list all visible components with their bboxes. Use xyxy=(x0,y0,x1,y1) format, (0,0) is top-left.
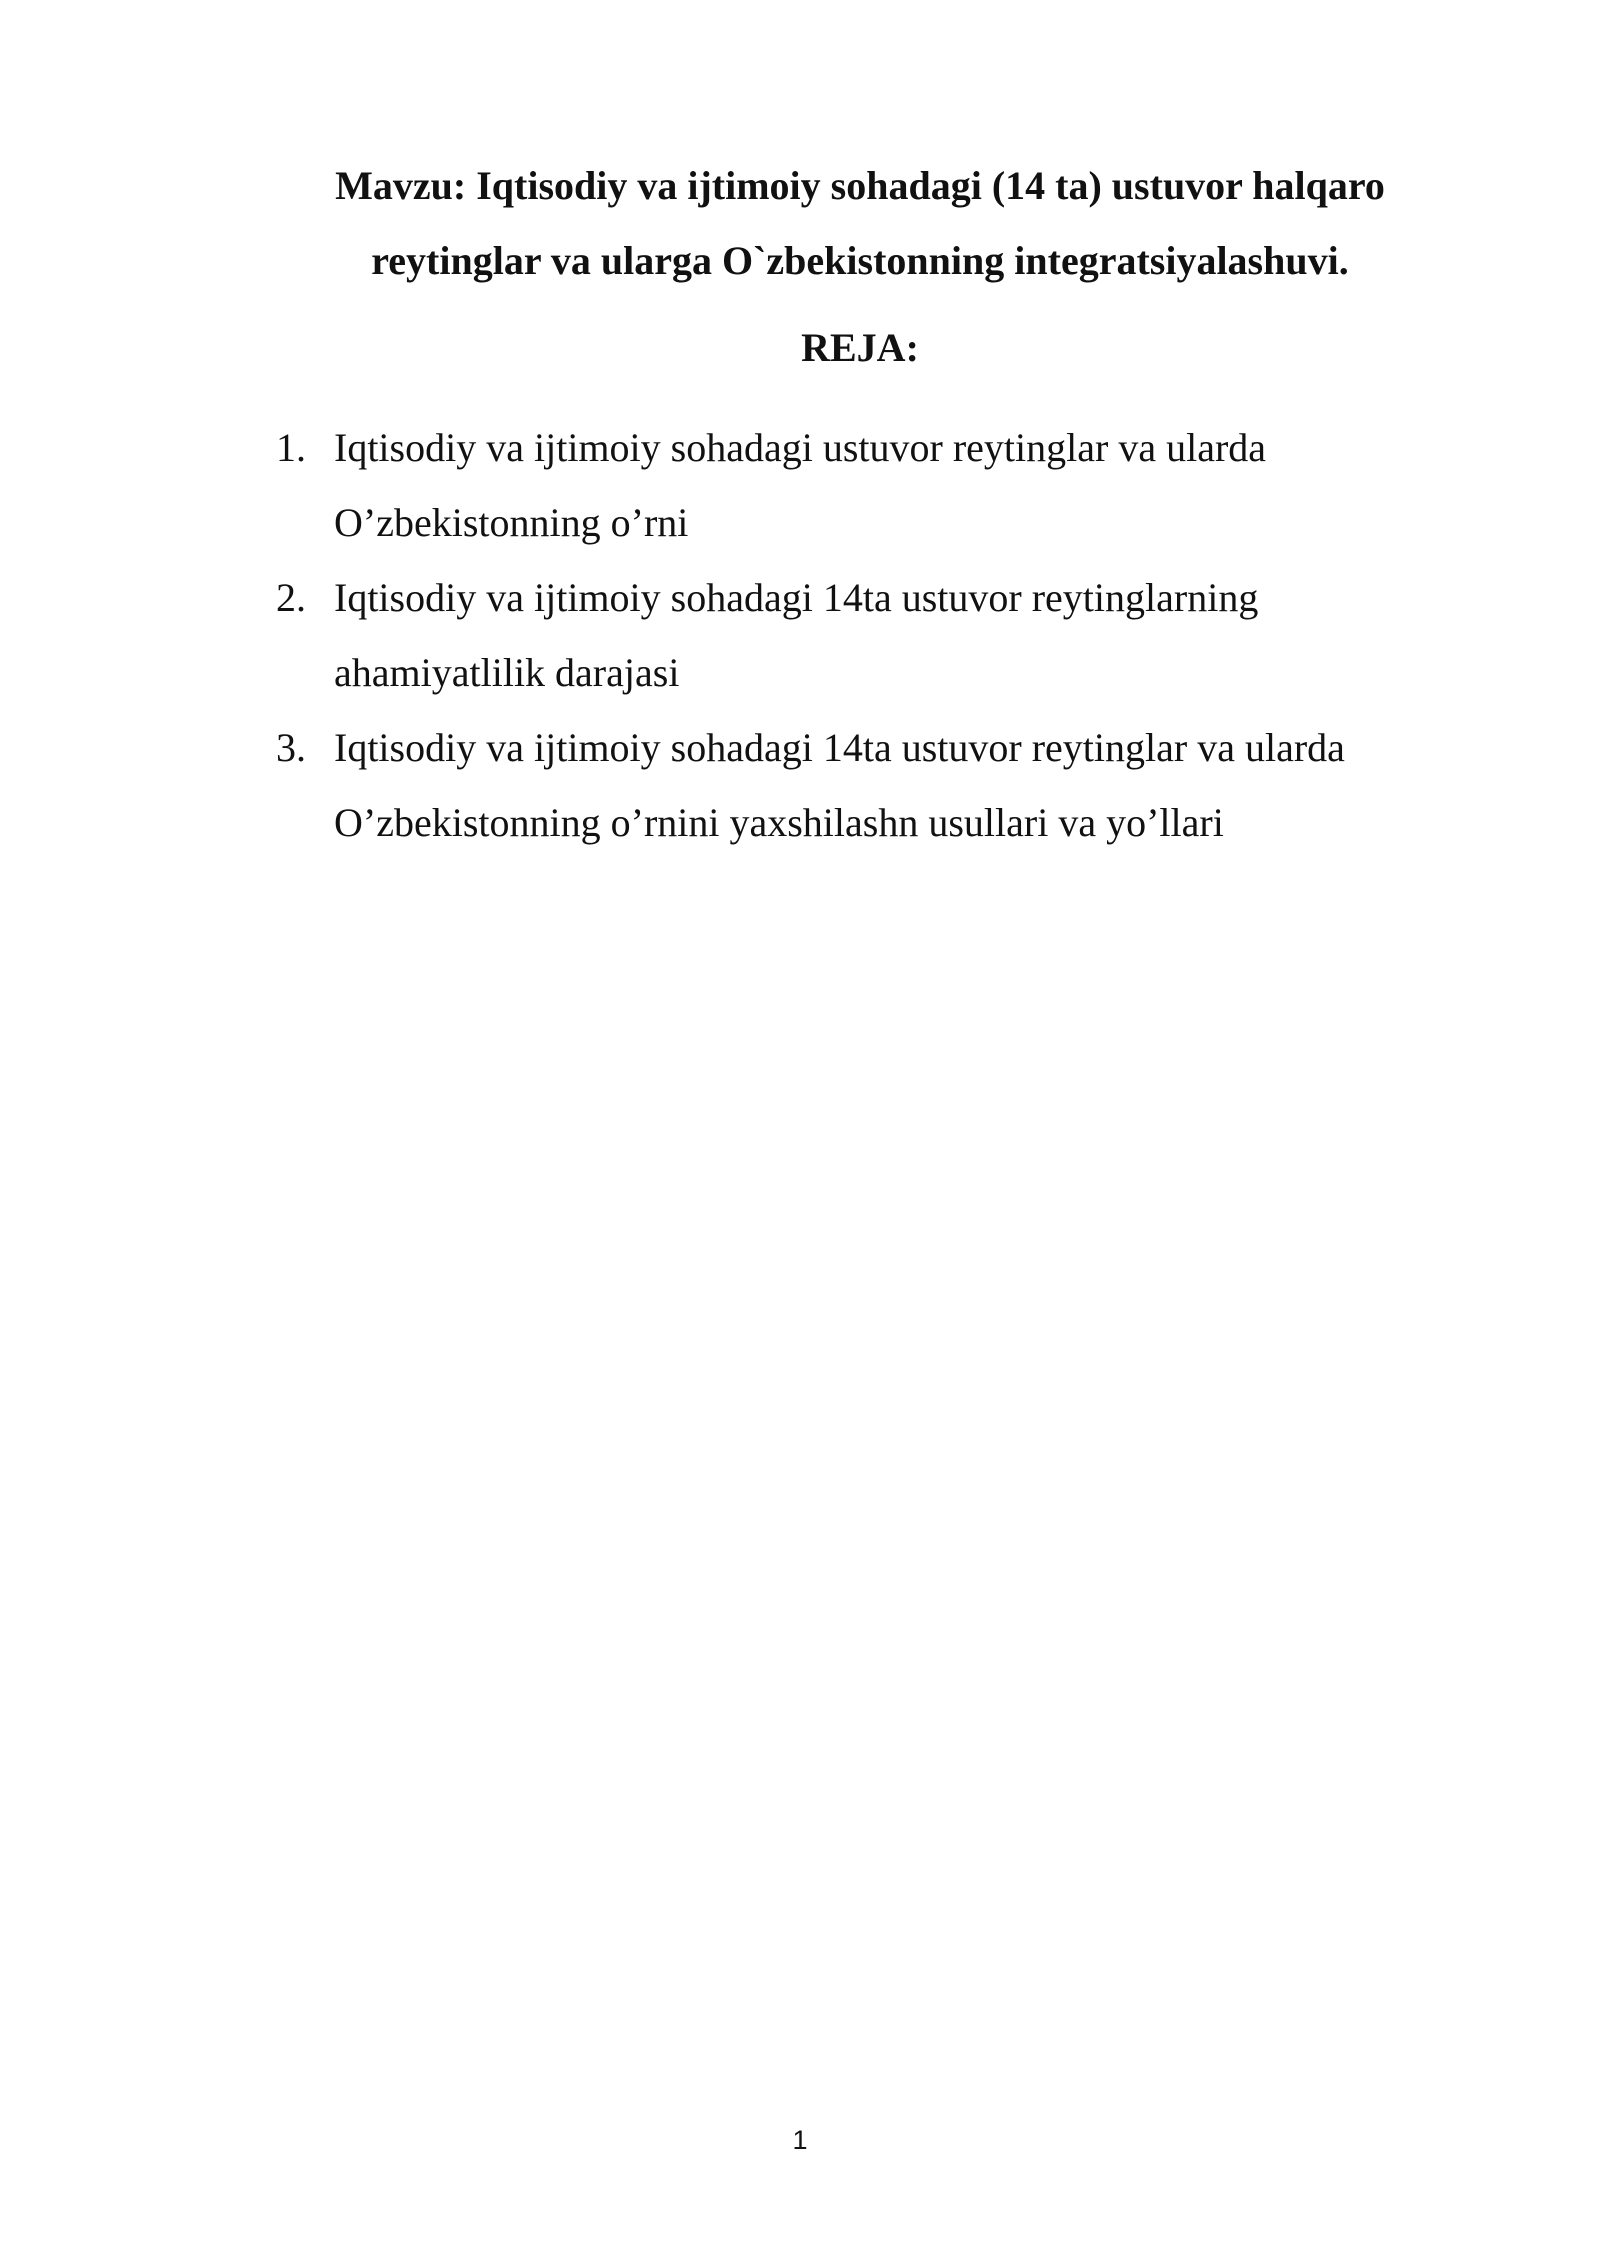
plan-item-number: 2. xyxy=(276,575,306,620)
page-number: 1 xyxy=(792,2125,808,2155)
plan-heading: REJA: xyxy=(801,325,919,370)
plan-item-text-line: Iqtisodiy va ijtimoiy sohadagi ustuvor reytinglar va ularda xyxy=(334,425,1267,470)
plan-item-1 xyxy=(276,410,1456,560)
plan-item-text-line: Iqtisodiy va ijtimoiy sohadagi 14ta ustuvor reytinglarning xyxy=(334,575,1259,620)
plan-item-number: 3. xyxy=(276,725,306,770)
plan-item-text-line: ahamiyatlilik darajasi xyxy=(334,650,680,695)
plan-item-text-line: O’zbekistonning o’rnini yaxshilashn usullari va yo’llari xyxy=(334,800,1224,845)
plan-list xyxy=(276,410,1456,860)
title-line-1: Mavzu: Iqtisodiy va ijtimoiy sohadagi (14 ta) ustuvor halqaro xyxy=(335,163,1385,208)
plan-item-text-line: O’zbekistonning o’rni xyxy=(334,500,689,545)
document-title xyxy=(280,148,1440,298)
plan-item-number: 1. xyxy=(276,425,306,470)
title-line-2: reytinglar va ularga O`zbekistonning integratsiyalashuvi. xyxy=(371,238,1349,283)
plan-item-2 xyxy=(276,560,1456,710)
plan-item-text-line: Iqtisodiy va ijtimoiy sohadagi 14ta ustuvor reytinglar va ularda xyxy=(334,725,1345,770)
plan-item-3 xyxy=(276,710,1456,860)
